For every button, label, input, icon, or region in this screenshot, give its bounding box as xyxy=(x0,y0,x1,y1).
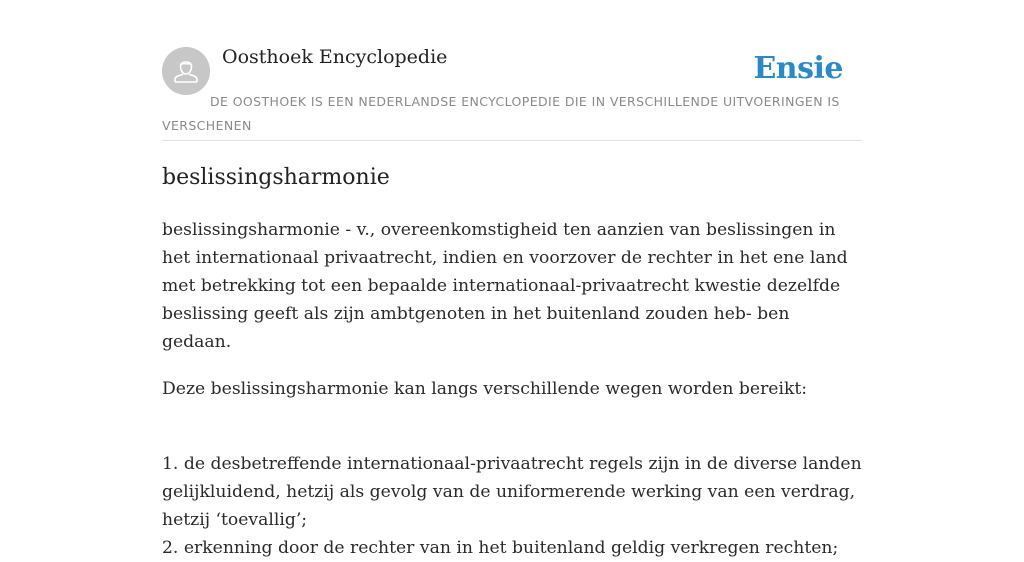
article-title: beslissingsharmonie xyxy=(162,165,390,190)
site-name[interactable]: Oosthoek Encyclopedie xyxy=(222,46,448,68)
brand-logo[interactable]: Ensie xyxy=(753,51,843,86)
page-container xyxy=(162,0,862,558)
article-body xyxy=(162,216,862,562)
list-item: 2. erkenning door de rechter van in het buitenland geldig verkregen rechten; xyxy=(162,538,839,558)
user-silhouette-icon[interactable] xyxy=(162,47,210,95)
site-tagline: DE OOSTHOEK IS EEN NEDERLANDSE ENCYCLOPEDIE DIE IN VERSCHILLENDE UITVOERINGEN IS VERSCHENEN xyxy=(162,94,840,133)
paragraph-spacer xyxy=(162,422,862,450)
list-item: 1. de desbetreffende internationaal-privaatrecht regels zijn in de diverse landen gelijkluidend, hetzij als gevolg van de uniformerende werking van een verdrag, hetzij ‘toevallig’; xyxy=(162,454,862,530)
article-paragraph: beslissingsharmonie - v., overeenkomstigheid ten aanzien van beslissingen in het internationaal privaatrecht, indien en voorzover de rechter in het ene land met betrekking tot een bepaalde internationaal-privaatrecht kwestie dezelfde beslissing geeft als zijn ambtgenoten in het buitenland zouden heb- ben gedaan. xyxy=(162,220,848,352)
article-paragraph: Deze beslissingsharmonie kan langs verschillende wegen worden bereikt: xyxy=(162,379,808,399)
site-header xyxy=(162,0,862,141)
